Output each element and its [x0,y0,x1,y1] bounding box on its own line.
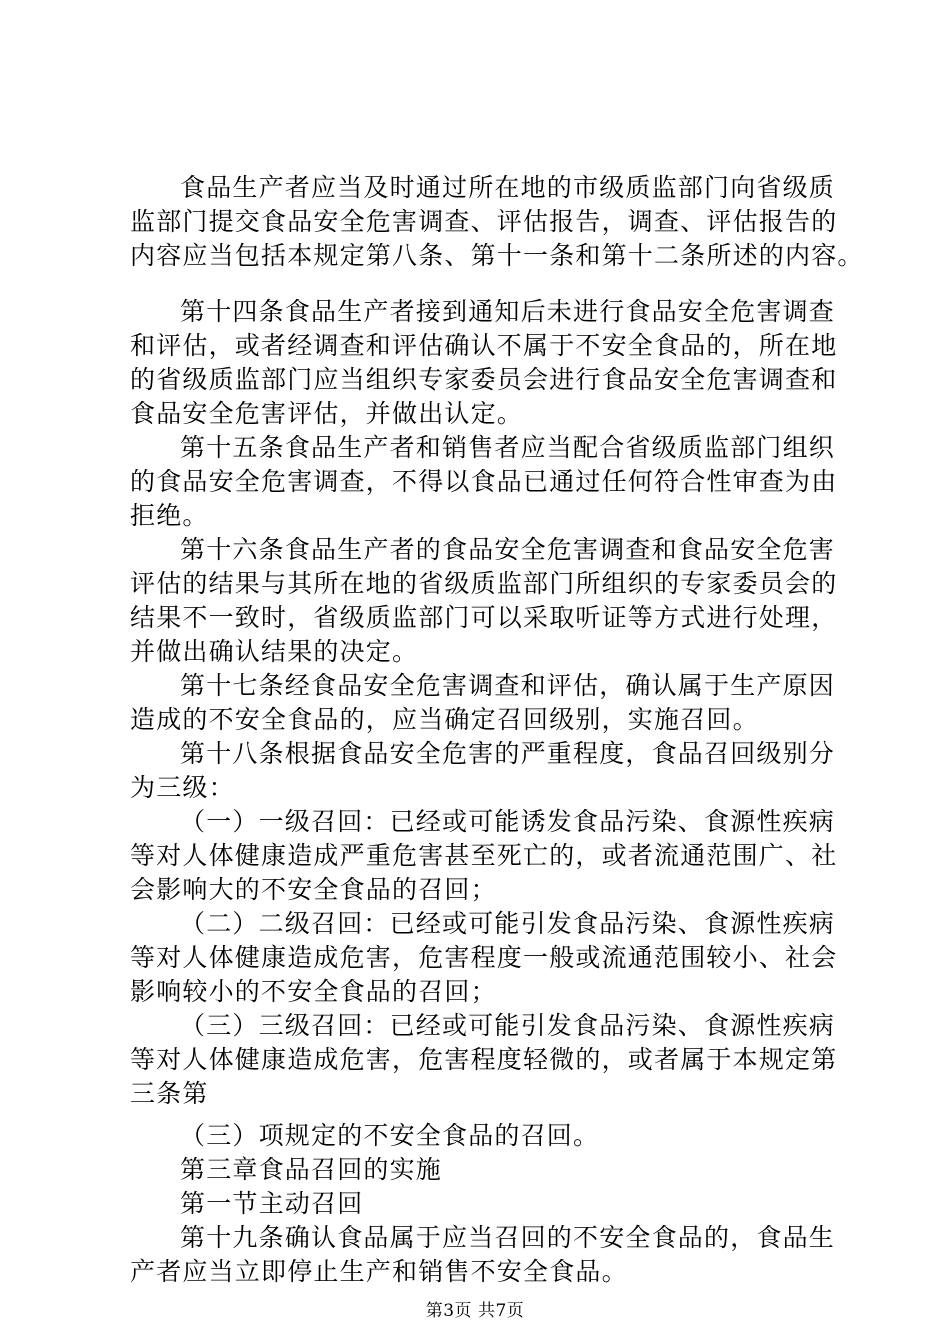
paragraph-line: 并做出确认结果的决定。 [130,637,419,666]
paragraph-line: 食品安全危害评估，并做出认定。 [130,399,524,428]
paragraph-line: 内容应当包括本规定第八条、第十一条和第十二条所述的内容。 [130,241,864,270]
paragraph-line: （二）二级召回：已经或可能引发食品污染、食源性疾病 [180,909,836,938]
paragraph-line: 影响较小的不安全食品的召回； [130,977,497,1006]
section-heading: 第一节主动召回 [180,1189,364,1218]
paragraph-line: 会影响大的不安全食品的召回； [130,875,497,904]
paragraph-line: （一）一级召回：已经或可能诱发食品污染、食源性疾病 [180,807,836,836]
paragraph-line: 评估的结果与其所在地的省级质监部门所组织的专家委员会的 [130,569,838,598]
paragraph-line: 食品生产者应当及时通过所在地的市级质监部门向省级质 [180,173,836,202]
paragraph-line: 第十八条根据食品安全危害的严重程度，食品召回级别分 [180,739,836,768]
paragraph-line: 造成的不安全食品的，应当确定召回级别，实施召回。 [130,705,759,734]
paragraph-line: 和评估，或者经调查和评估确认不属于不安全食品的，所在地 [130,331,838,360]
paragraph-line: 的省级质监部门应当组织专家委员会进行食品安全危害调查和 [130,365,838,394]
paragraph-line: 监部门提交食品安全危害调查、评估报告，调查、评估报告的 [130,207,838,236]
paragraph-line: 产者应当立即停止生产和销售不安全食品。 [130,1257,628,1286]
paragraph-line: 第十五条食品生产者和销售者应当配合省级质监部门组织 [180,433,836,462]
paragraph-line: 结果不一致时，省级质监部门可以采取听证等方式进行处理， [130,603,838,632]
paragraph-line: （三）三级召回：已经或可能引发食品污染、食源性疾病 [180,1011,836,1040]
paragraph-line: 等对人体健康造成危害，危害程度轻微的，或者属于本规定第 [130,1045,838,1074]
paragraph-line: 第十六条食品生产者的食品安全危害调查和食品安全危害 [180,535,836,564]
paragraph-line: 等对人体健康造成危害，危害程度一般或流通范围较小、社会 [130,943,838,972]
paragraph-line: 为三级： [130,773,235,802]
paragraph-line: （三）项规定的不安全食品的召回。 [180,1121,600,1150]
page-number-footer: 第3页 共7页 [425,1301,525,1321]
paragraph-line: 的食品安全危害调查，不得以食品已通过任何符合性审查为由 [130,467,838,496]
paragraph-line: 第十四条食品生产者接到通知后未进行食品安全危害调查 [180,297,836,326]
paragraph-line: 三条第 [130,1079,209,1108]
paragraph-line: 等对人体健康造成严重危害甚至死亡的，或者流通范围广、社 [130,841,838,870]
paragraph-line: 第十七条经食品安全危害调查和评估，确认属于生产原因 [180,671,836,700]
paragraph-line: 第十九条确认食品属于应当召回的不安全食品的，食品生 [180,1223,836,1252]
paragraph-line: 拒绝。 [130,501,209,530]
chapter-heading: 第三章食品召回的实施 [180,1155,443,1184]
